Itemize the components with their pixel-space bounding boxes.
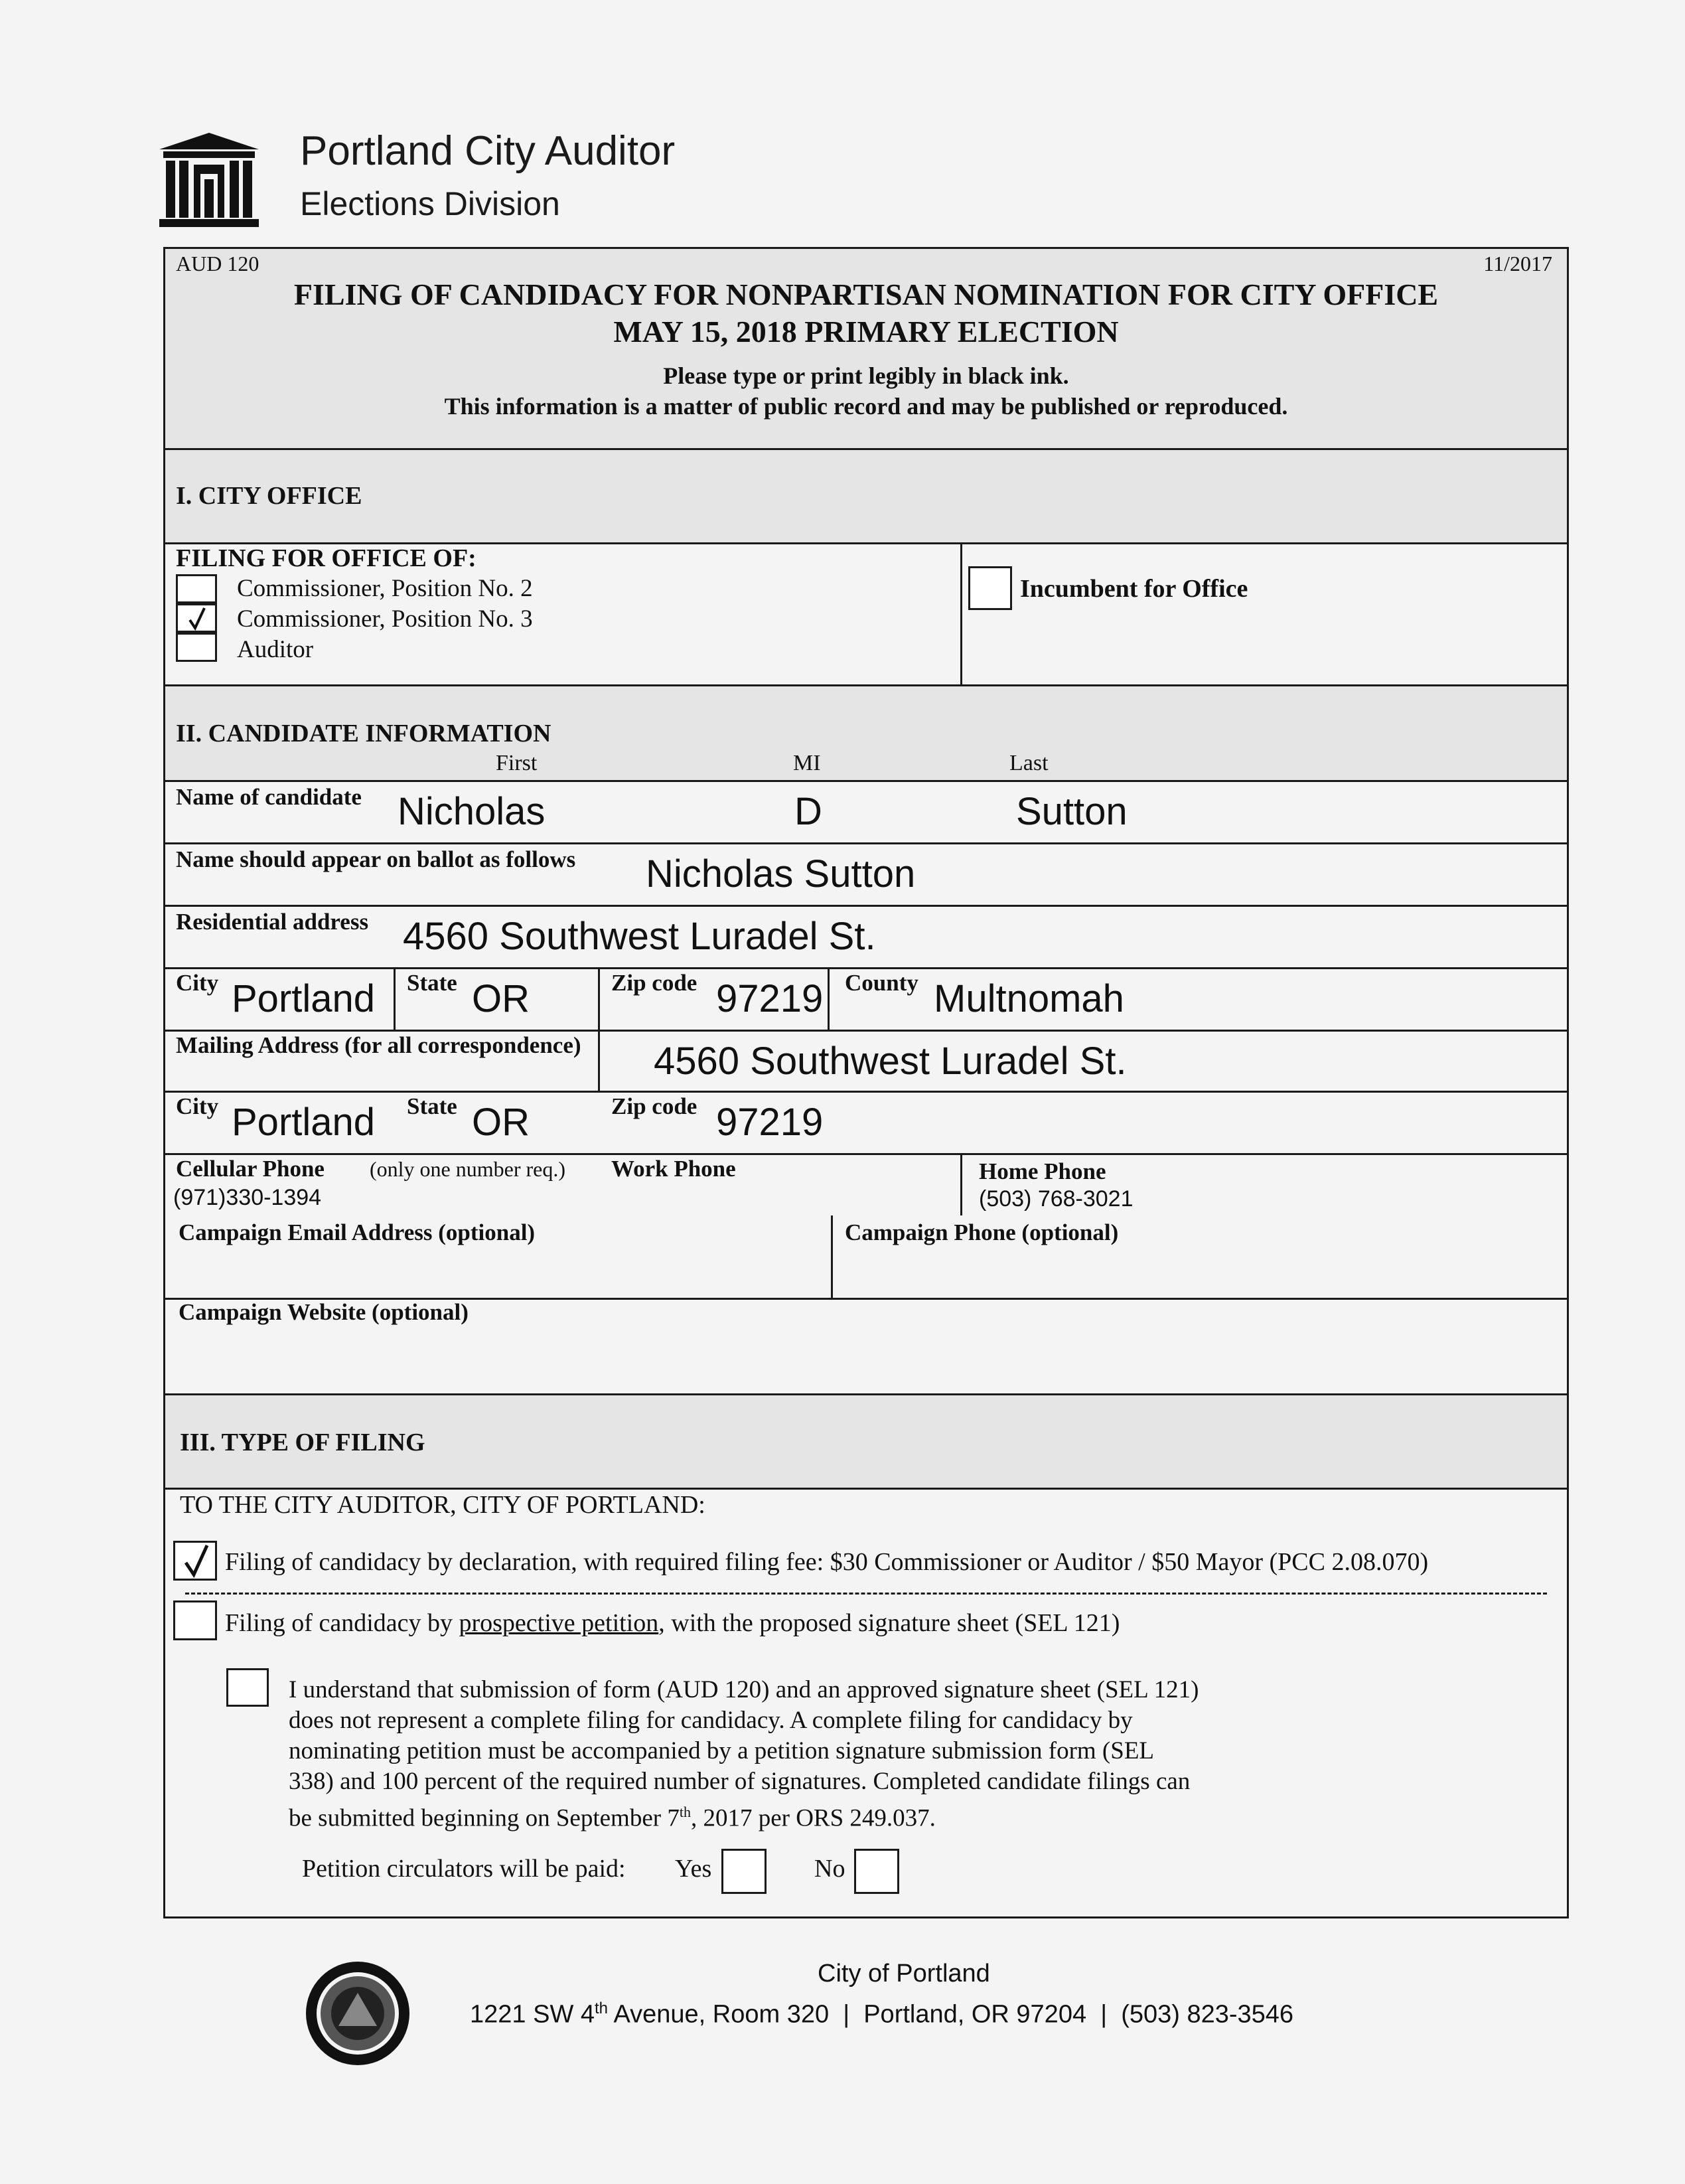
instruction-2: This information is a matter of public record and may be published or reproduced.	[444, 393, 1288, 420]
understand-last-suffix: , 2017 per ORS 249.037.	[690, 1804, 936, 1832]
rule	[165, 1393, 1567, 1395]
understand-last-prefix: be submitted beginning on September 7	[289, 1804, 680, 1832]
section2-heading: II. CANDIDATE INFORMATION	[176, 720, 551, 747]
divider	[394, 967, 396, 1030]
col-mi-label: MI	[793, 751, 821, 775]
city-seal	[304, 1960, 411, 2067]
last-name-field[interactable]: Sutton	[1016, 790, 1128, 833]
form-revision: 11/2017	[1483, 252, 1552, 275]
state-label: State	[407, 970, 457, 996]
to-auditor-line: TO THE CITY AUDITOR, CITY OF PORTLAND:	[180, 1491, 705, 1519]
org-name: Portland City Auditor	[300, 128, 676, 174]
footer-address-sup: th	[595, 1999, 609, 2017]
section3-heading: III. TYPE OF FILING	[180, 1429, 425, 1456]
dashed-separator	[185, 1593, 1547, 1595]
ballot-name-label: Name should appear on ballot as follows	[176, 846, 576, 872]
mail-city-field[interactable]: Portland	[232, 1101, 376, 1144]
city-seal-icon	[304, 1960, 411, 2067]
state-field[interactable]: OR	[472, 977, 530, 1020]
declaration-label: Filing of candidacy by declaration, with required filing fee: $30 Commissioner or Auditor / $50 Mayor (PCC 2.08.070)	[225, 1548, 1429, 1576]
form-title-line2: MAY 15, 2018 PRIMARY ELECTION	[613, 315, 1119, 349]
rule	[165, 1153, 1567, 1155]
declaration-checkbox[interactable]	[173, 1541, 217, 1581]
mailing-address-field[interactable]: 4560 Southwest Luradel St.	[654, 1040, 1127, 1083]
rule	[165, 1030, 1567, 1032]
understand-last-sup: th	[679, 1804, 691, 1820]
rule	[165, 780, 1567, 782]
mailing-address-label: Mailing Address (for all correspondence)	[176, 1032, 581, 1058]
cell-phone-note: (only one number req.)	[370, 1157, 566, 1181]
understand-text	[289, 1675, 1199, 1833]
form-title-line1: FILING OF CANDIDACY FOR NONPARTISAN NOMINATION FOR CITY OFFICE	[293, 277, 1439, 311]
campaign-phone-label: Campaign Phone (optional)	[845, 1219, 1119, 1245]
col-first-label: First	[496, 751, 538, 775]
rule	[165, 684, 1567, 686]
mail-state-field[interactable]: OR	[472, 1101, 530, 1144]
office-option-label: Commissioner, Position No. 2	[237, 575, 533, 602]
paid-no-checkbox[interactable]	[854, 1849, 899, 1894]
campaign-website-label: Campaign Website (optional)	[179, 1299, 469, 1325]
auditor-logo	[159, 133, 259, 229]
mail-zip-label: Zip code	[611, 1093, 697, 1119]
understand-line	[289, 1797, 1199, 1833]
section1-heading: I. CITY OFFICE	[176, 482, 362, 510]
paid-label: Petition circulators will be paid:	[302, 1855, 626, 1883]
office-checkbox-commissioner-2[interactable]	[176, 574, 217, 603]
office-checkbox-auditor[interactable]	[176, 633, 217, 662]
filing-form	[163, 247, 1569, 1918]
middle-initial-field[interactable]: D	[794, 790, 822, 833]
filing-for-label: FILING FOR OFFICE OF:	[176, 544, 476, 572]
campaign-email-label: Campaign Email Address (optional)	[179, 1219, 536, 1245]
city-field[interactable]: Portland	[232, 977, 376, 1020]
residential-address-label: Residential address	[176, 909, 369, 935]
divider	[960, 1153, 962, 1215]
rule	[165, 842, 1567, 844]
divider	[598, 967, 600, 1091]
mail-city-label: City	[176, 1093, 219, 1119]
divider	[831, 1215, 833, 1298]
cell-phone-label: Cellular Phone	[176, 1156, 325, 1182]
understand-line: I understand that submission of form (AUD 120) and an approved signature sheet (SEL 121)	[289, 1676, 1199, 1703]
mail-zip-field[interactable]: 97219	[716, 1101, 824, 1144]
no-label: No	[814, 1855, 845, 1883]
checkmark-icon	[178, 1543, 216, 1580]
residential-address-field[interactable]: 4560 Southwest Luradel St.	[403, 915, 876, 958]
office-option-label: Commissioner, Position No. 3	[237, 605, 533, 633]
petition-suffix: , with the proposed signature sheet (SEL 121)	[658, 1609, 1120, 1637]
footer-address-prefix: 1221 SW 4	[470, 2000, 595, 2029]
division-name: Elections Division	[300, 185, 560, 222]
petition-checkbox[interactable]	[173, 1600, 217, 1640]
checkmark-icon	[181, 605, 218, 632]
form-id: AUD 120	[176, 252, 259, 275]
divider	[828, 967, 830, 1030]
work-phone-label: Work Phone	[611, 1156, 736, 1182]
rule	[165, 905, 1567, 907]
name-label: Name of candidate	[176, 784, 362, 810]
ballot-name-field[interactable]: Nicholas Sutton	[646, 852, 916, 896]
footer-address-suffix: Avenue, Room 320 | Portland, OR 97204 | (503) 823-3546	[608, 2000, 1294, 2029]
rule	[165, 1091, 1567, 1093]
county-field[interactable]: Multnomah	[934, 977, 1124, 1020]
home-phone-field[interactable]: (503) 768-3021	[979, 1186, 1134, 1211]
understand-line: 338) and 100 percent of the required number of signatures. Completed candidate filings can	[289, 1768, 1191, 1795]
divider	[960, 542, 962, 684]
petition-underlined: prospective petition	[459, 1609, 659, 1637]
city-label: City	[176, 970, 219, 996]
mail-state-label: State	[407, 1093, 457, 1119]
rule	[165, 967, 1567, 969]
office-checkbox-commissioner-3[interactable]	[176, 603, 217, 633]
rule	[165, 1488, 1567, 1490]
understand-checkbox[interactable]	[226, 1668, 269, 1707]
yes-label: Yes	[675, 1855, 712, 1883]
zip-label: Zip code	[611, 970, 697, 996]
first-name-field[interactable]: Nicholas	[398, 790, 546, 833]
office-option-label: Auditor	[237, 636, 314, 663]
understand-line: does not represent a complete filing for candidacy. A complete filing for candidacy by	[289, 1707, 1133, 1734]
incumbent-label: Incumbent for Office	[1020, 575, 1248, 603]
footer-city: City of Portland	[818, 1960, 990, 1988]
petition-prefix: Filing of candidacy by	[225, 1609, 459, 1637]
rule	[165, 448, 1567, 450]
section1-band	[165, 449, 1567, 542]
home-phone-label: Home Phone	[979, 1158, 1106, 1184]
county-label: County	[845, 970, 918, 996]
col-last-label: Last	[1009, 751, 1049, 775]
incumbent-checkbox[interactable]	[968, 566, 1012, 610]
instruction-1: Please type or print legibly in black ink.	[663, 362, 1069, 389]
footer-address	[470, 1999, 1293, 2029]
understand-line: nominating petition must be accompanied by a petition signature submission form (SEL	[289, 1737, 1155, 1764]
building-columns-icon	[159, 133, 259, 229]
cell-phone-field[interactable]: (971)330-1394	[173, 1185, 322, 1210]
paid-yes-checkbox[interactable]	[721, 1849, 767, 1894]
petition-label	[225, 1608, 1120, 1638]
zip-field[interactable]: 97219	[716, 977, 824, 1020]
